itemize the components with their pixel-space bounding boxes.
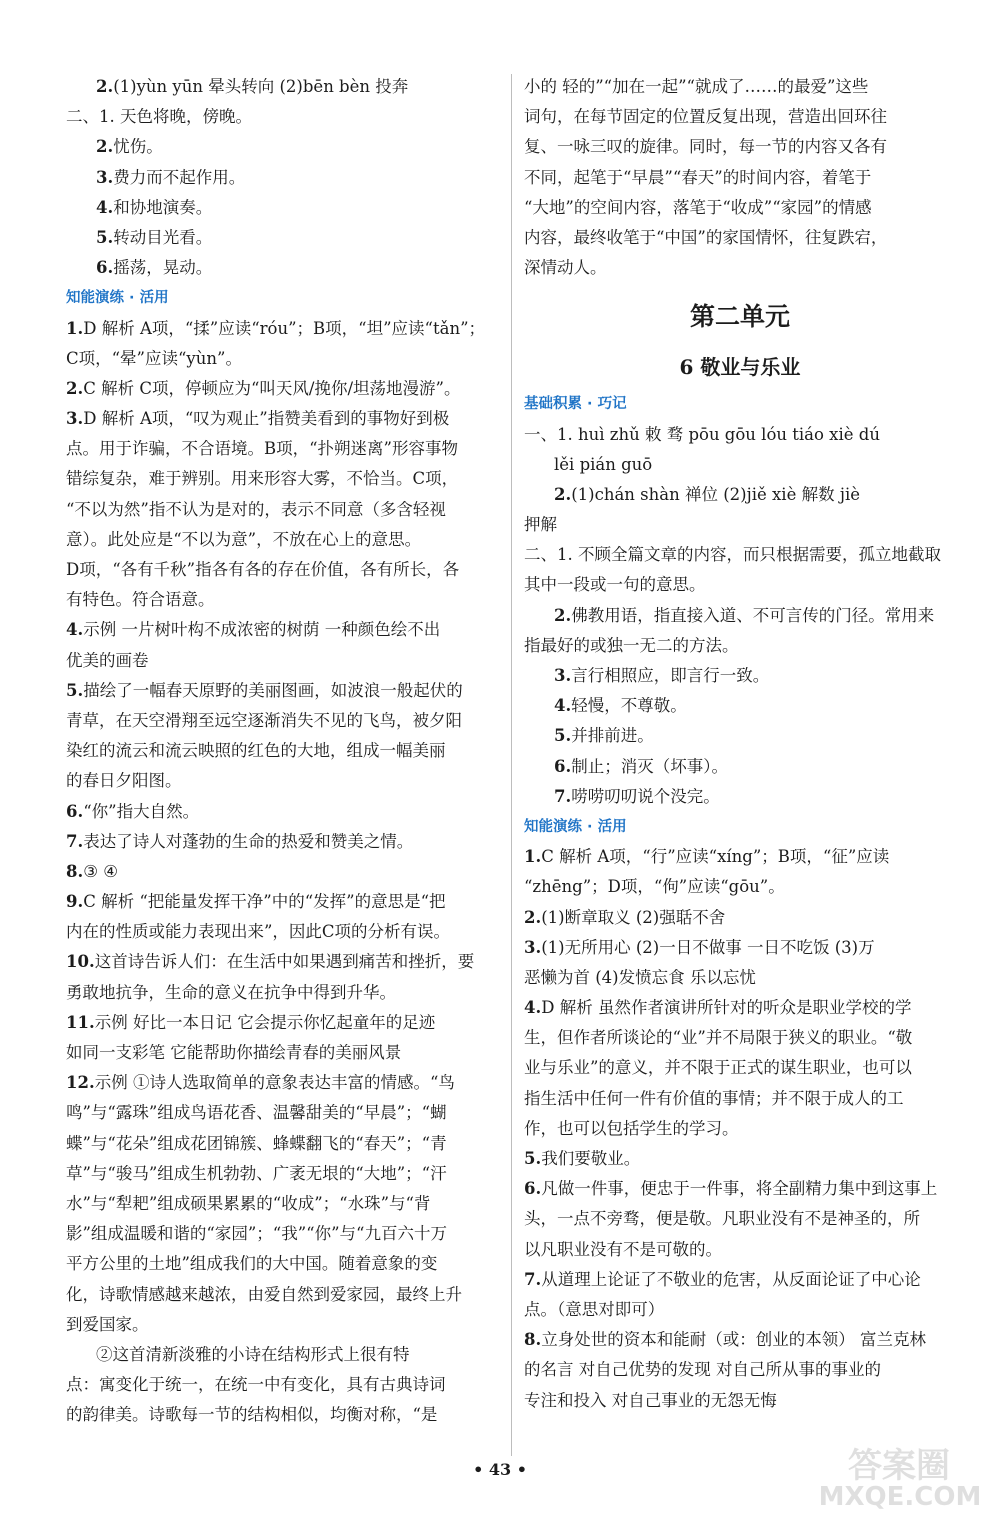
- answer-line: [524, 1265, 956, 1295]
- answer-text: 到爱国家。: [66, 1314, 149, 1334]
- answer-line: [66, 1159, 498, 1189]
- answer-line: [66, 947, 498, 977]
- watermark-logo-text: 答案圈: [848, 1446, 950, 1486]
- answer-line: [524, 132, 956, 162]
- left-column: [66, 72, 498, 1430]
- answer-text: 凡做一件事，便忠于一件事，将全副精力集中到这事上: [541, 1179, 938, 1199]
- answer-line: [66, 978, 498, 1008]
- item-number: 3.: [524, 937, 542, 957]
- right-column: [524, 72, 956, 1416]
- answer-text: 的韵律美。诗歌每一节的结构相似，均衡对称，“是: [66, 1405, 438, 1425]
- answer-text: 点。（意思对即可）: [524, 1299, 665, 1319]
- item-number: 2.: [96, 137, 114, 157]
- item-number: 7.: [524, 1269, 542, 1289]
- answer-line: [524, 601, 956, 631]
- item-number: 3.: [66, 409, 84, 429]
- answer-text: lěi pián guō: [554, 454, 653, 474]
- lesson-title: 6 敬业与乐业: [679, 355, 801, 380]
- answer-line: [524, 570, 956, 600]
- answer-line: [524, 842, 956, 872]
- answer-text: 并排前进。: [571, 726, 654, 746]
- answer-line: [66, 1038, 498, 1068]
- answer-text: 深情动人。: [524, 258, 607, 278]
- item-number: 5.: [66, 680, 84, 700]
- answer-line: [524, 963, 956, 993]
- answer-line: [66, 314, 498, 344]
- answer-line: [524, 223, 956, 253]
- answer-line: [524, 903, 956, 933]
- answer-text: 不同，起笔于“早晨”“春天”的时间内容，着笔于: [524, 167, 872, 187]
- answer-line: [524, 1325, 956, 1355]
- item-number: 3.: [554, 666, 572, 685]
- answer-line: [66, 1068, 498, 1098]
- answer-text: 青草，在天空滑翔至远空逐渐消失不见的飞鸟，被夕阳: [66, 710, 462, 730]
- answer-text: 二、1. 不顾全篇文章的内容，而只根据需要，孤立地截取: [524, 545, 941, 565]
- answer-line: [66, 1129, 498, 1159]
- answer-line: [66, 1098, 498, 1128]
- answer-text: 染红的流云和流云映照的红色的大地，组成一幅美丽: [66, 741, 446, 761]
- answer-text: 二、1. 天色将晚，傍晚。: [66, 107, 252, 127]
- answer-text: (1)无所用心 (2)一日不做事 一日不吃饭 (3)万: [541, 937, 875, 957]
- answer-line: [524, 1144, 956, 1174]
- answer-line: [524, 540, 956, 570]
- answer-line: [524, 993, 956, 1023]
- item-number: 5.: [524, 1149, 542, 1168]
- answer-line: [524, 1084, 956, 1114]
- answer-text: C项，“晕”应读“yùn”。: [66, 348, 242, 368]
- answer-text: 水”与“犁耙”组成硕果累累的“收成”；“水珠”与“背: [66, 1193, 431, 1213]
- answer-text: ③ ④: [83, 861, 119, 881]
- answer-text: 指生活中任何一件有价值的事情；并不限于成人的工: [524, 1088, 904, 1108]
- answer-line: [66, 706, 498, 736]
- item-number: 4.: [554, 696, 572, 716]
- answer-line: [524, 933, 956, 963]
- answer-text: 点：寓变化于统一，在统一中有变化，具有古典诗词: [66, 1375, 446, 1395]
- answer-text: D 解析 A项，“揉”应读“róu”；B项，“坦”应读“tǎn”；: [83, 318, 486, 338]
- answer-text: “大地”的空间内容，落笔于“收成”“家园”的情感: [524, 197, 872, 217]
- item-number: 6.: [554, 756, 572, 776]
- answer-text: 优美的画卷: [66, 650, 149, 670]
- answer-text: 我们要敬业。: [541, 1149, 641, 1168]
- answer-line: [66, 1249, 498, 1279]
- answer-line: [524, 510, 956, 540]
- answer-line: [66, 223, 498, 253]
- answer-text: 蝶”与“花朵”组成花团锦簇、蜂蝶翻飞的“春天”；“青: [66, 1133, 447, 1153]
- answer-line: [524, 1386, 956, 1416]
- answer-line: [524, 163, 956, 193]
- unit-title: 第二单元: [689, 302, 790, 332]
- answer-line: [524, 691, 956, 721]
- answer-line: [524, 193, 956, 223]
- item-number: 5.: [554, 726, 572, 746]
- answer-line: [524, 721, 956, 751]
- answer-line: [66, 344, 498, 374]
- answer-text: C 解析 A项，“行”应读“xíng”；B项，“征”应读: [541, 847, 890, 867]
- item-number: 2.: [554, 484, 572, 504]
- item-number: 7.: [554, 786, 572, 806]
- item-number: 8.: [524, 1330, 542, 1350]
- answer-line: [66, 827, 498, 857]
- item-number: 4.: [96, 197, 114, 217]
- answer-line: [524, 1023, 956, 1053]
- answer-text: 影”组成温暖和谐的“家园”；“我”“你”与“九百六十万: [66, 1224, 447, 1244]
- answer-text: 这首诗告诉人们：在生活中如果遇到痛苦和挫折，要: [94, 952, 475, 972]
- answer-line: [524, 872, 956, 902]
- answer-line: [66, 585, 498, 615]
- answer-line: [524, 72, 956, 102]
- item-number: 2.: [524, 907, 542, 927]
- answer-line: [524, 480, 956, 510]
- item-number: 6.: [524, 1179, 542, 1199]
- answer-line: [66, 253, 498, 283]
- answer-text: 示例 ①诗人选取简单的意象表达丰富的情感。“鸟: [94, 1073, 455, 1093]
- answer-text: 佛教用语，指直接入道、不可言传的门径。常用来: [571, 605, 935, 625]
- answer-line: [66, 102, 498, 132]
- item-number: 8.: [66, 861, 84, 881]
- answer-line: [66, 887, 498, 917]
- answer-text: 如同一支彩笔 它能帮助你描绘青春的美丽风景: [66, 1043, 402, 1062]
- answer-text: 费力而不起作用。: [113, 167, 246, 187]
- item-number: 3.: [96, 167, 114, 187]
- answer-line: [524, 1204, 956, 1234]
- answer-text: C 解析 C项，停顿应为“叫天风/挽你/坦荡地漫游”。: [83, 378, 461, 398]
- answer-line: [524, 420, 956, 450]
- answer-text: 和协地演奏。: [113, 197, 213, 217]
- answer-text: 小的 轻的”“加在一起”“就成了……的最爱”这些: [524, 77, 869, 96]
- answer-text: 草”与“骏马”组成生机勃勃、广袤无垠的“大地”；“汗: [66, 1163, 447, 1183]
- answer-text: 鸣”与“露珠”组成鸟语花香、温馨甜美的“早晨”；“蝴: [66, 1103, 447, 1123]
- item-number: 7.: [66, 831, 84, 851]
- answer-text: 其中一段或一句的意思。: [524, 575, 706, 595]
- answer-line: [66, 1340, 498, 1370]
- answer-line: [66, 1310, 498, 1340]
- answer-text: 复、一咏三叹的旋律。同时，每一节的内容又各有: [524, 137, 887, 157]
- answer-text: 内在的性质或能力表现出来”，因此C项的分析有误。: [66, 922, 451, 942]
- answer-text: (1)yùn yūn 晕头转向 (2)bēn bèn 投奔: [113, 77, 409, 96]
- watermark-logo: [810, 1438, 990, 1518]
- answer-line: [66, 464, 498, 494]
- answer-line: [66, 676, 498, 706]
- answer-line: [66, 857, 498, 887]
- answer-line: [524, 752, 956, 782]
- answer-line: [66, 615, 498, 645]
- item-number: 2.: [66, 378, 84, 398]
- answer-text: (1)断章取义 (2)强聒不舍: [541, 907, 726, 927]
- column-divider: [511, 74, 512, 1456]
- answer-line: [66, 193, 498, 223]
- answer-text: 点。用于诈骗，不合语境。B项，“扑朔迷离”形容事物: [66, 439, 458, 459]
- answer-text: 忧伤。: [113, 137, 163, 157]
- section-heading: 基础积累 · 巧记: [524, 396, 627, 413]
- answer-text: 词句，在每节固定的位置反复出现，营造出回环往: [524, 107, 887, 127]
- answer-text: 错综复杂，难于辨别。用来形容大雾，不恰当。C项，: [66, 469, 459, 489]
- answer-line: [66, 797, 498, 827]
- answer-text: ②这首清新淡雅的小诗在结构形式上很有特: [96, 1344, 410, 1364]
- item-number: 6.: [96, 258, 114, 278]
- item-number: 5.: [96, 227, 114, 247]
- item-number: 4.: [524, 998, 542, 1018]
- answer-text: 生，但作者所谈论的“业”并不局限于狭义的职业。“敬: [524, 1028, 913, 1048]
- answer-text: 内容，最终收笔于“中国”的家国情怀，往复跌宕，: [524, 227, 888, 247]
- answer-line: [524, 102, 956, 132]
- answer-line: [66, 495, 498, 525]
- answer-line: [66, 1008, 498, 1038]
- answer-line: [524, 1235, 956, 1265]
- answer-text: 表达了诗人对蓬勃的生命的热爱和赞美之情。: [83, 831, 414, 851]
- answer-text: 示例 一片树叶构不成浓密的树荫 一种颜色绘不出: [83, 620, 441, 640]
- answer-text: 转动目光看。: [113, 227, 213, 247]
- answer-line: [66, 72, 498, 102]
- page-number: • 43 •: [473, 1460, 527, 1479]
- section-heading: 知能演练 · 活用: [66, 290, 169, 307]
- item-number: 11.: [66, 1012, 95, 1032]
- answer-line: [524, 450, 956, 480]
- answer-line: [66, 132, 498, 162]
- answer-line: [524, 1053, 956, 1083]
- answer-text: 指最好的或独一无二的方法。: [524, 635, 739, 655]
- answer-text: 以凡职业没有不是可敬的。: [524, 1239, 722, 1259]
- answer-line: [66, 1370, 498, 1400]
- answer-text: D 解析 虽然作者演讲所针对的听众是职业学校的学: [541, 998, 912, 1018]
- answer-line: [66, 736, 498, 766]
- answer-line: [66, 1400, 498, 1430]
- watermark-site-text: MXQE.COM: [818, 1482, 982, 1512]
- item-number: 1.: [524, 847, 542, 867]
- answer-text: 业与乐业”的意义，并不限于正式的谋生职业，也可以: [524, 1058, 912, 1078]
- answer-line: [524, 253, 956, 283]
- answer-line: [524, 631, 956, 661]
- answer-text: C 解析 “把能量发挥干净”中的“发挥”的意思是“把: [83, 892, 446, 912]
- answer-text: “zhēng”；D项，“佝”应读“gōu”。: [524, 877, 785, 897]
- answer-line: [524, 1295, 956, 1325]
- answer-text: (1)chán shàn 禅位 (2)jiě xiè 解数 jiè: [571, 484, 861, 504]
- answer-text: 言行相照应，即言行一致。: [571, 666, 770, 685]
- answer-text: “你”指大自然。: [83, 801, 200, 821]
- answer-line: [524, 1174, 956, 1204]
- item-number: 2.: [96, 77, 114, 96]
- answer-text: 从道理上论证了不敬业的危害，从反面论证了中心论: [541, 1269, 921, 1289]
- answer-text: 化，诗歌情感越来越浓，由爱自然到爱家园，最终上升: [66, 1284, 462, 1304]
- answer-line: [66, 555, 498, 585]
- answer-text: 的名言 对自己优势的发现 对自己所从事的事业的: [524, 1360, 881, 1380]
- answer-text: D项，“各有千秋”指各有各的存在价值，各有所长，各: [66, 560, 460, 579]
- answer-line: [66, 1219, 498, 1249]
- answer-text: 恶懒为首 (4)发愤忘食 乐以忘忧: [524, 967, 756, 987]
- item-number: 9.: [66, 892, 84, 912]
- answer-text: D 解析 A项，“叹为观止”指赞美看到的事物好到极: [83, 409, 450, 429]
- item-number: 10.: [66, 952, 95, 972]
- answer-line: [66, 525, 498, 555]
- answer-text: 一、1. huì zhǔ 敕 骛 pōu gōu lóu tiáo xiè dú: [524, 424, 880, 444]
- answer-line: [66, 917, 498, 947]
- answer-line: [66, 1280, 498, 1310]
- item-number: 12.: [66, 1073, 95, 1093]
- item-number: 6.: [66, 801, 84, 821]
- answer-text: 摇荡，晃动。: [113, 258, 213, 278]
- answer-line: [524, 1355, 956, 1385]
- answer-text: 专注和投入 对自己事业的无怨无悔: [524, 1390, 777, 1410]
- section-heading: 知能演练 · 活用: [524, 818, 627, 835]
- answer-text: 轻慢，不尊敬。: [571, 696, 687, 716]
- item-number: 2.: [554, 605, 572, 625]
- answer-text: 描绘了一幅春天原野的美丽图画，如波浪一般起伏的: [83, 680, 463, 700]
- answer-line: [66, 766, 498, 796]
- answer-line: [66, 1189, 498, 1219]
- answer-line: [66, 646, 498, 676]
- answer-text: 有特色。符合语意。: [66, 590, 215, 610]
- item-number: 4.: [66, 620, 84, 640]
- answer-text: 唠唠叨叨说个没完。: [571, 786, 720, 806]
- answer-text: 示例 好比一本日记 它会提示你忆起童年的足迹: [94, 1012, 436, 1032]
- answer-line: [524, 782, 956, 812]
- answer-line: [524, 661, 956, 691]
- answer-line: [524, 1114, 956, 1144]
- answer-text: 的春日夕阳图。: [66, 771, 182, 791]
- answer-text: 立身处世的资本和能耐（或：创业的本领） 富兰克林: [541, 1330, 926, 1350]
- answer-text: 制止；消灭（坏事）。: [571, 756, 728, 776]
- item-number: 1.: [66, 318, 84, 338]
- answer-text: 意）。此处应是“不以为意”，不放在心上的意思。: [66, 529, 422, 549]
- answer-text: 作，也可以包括学生的学习。: [524, 1118, 739, 1138]
- answer-text: “不以为然”指不认为是对的，表示不同意（多含轻视: [66, 499, 446, 519]
- answer-line: [66, 434, 498, 464]
- answer-text: 平方公里的土地”组成我们的大中国。随着意象的变: [66, 1254, 438, 1274]
- answer-line: [66, 404, 498, 434]
- answer-text: 勇敢地抗争，生命的意义在抗争中得到升华。: [66, 982, 396, 1002]
- answer-line: [66, 163, 498, 193]
- answer-text: 头，一点不旁骛，便是敬。凡职业没有不是神圣的，所: [524, 1209, 920, 1229]
- answer-text: 押解: [524, 515, 557, 535]
- answer-line: [66, 374, 498, 404]
